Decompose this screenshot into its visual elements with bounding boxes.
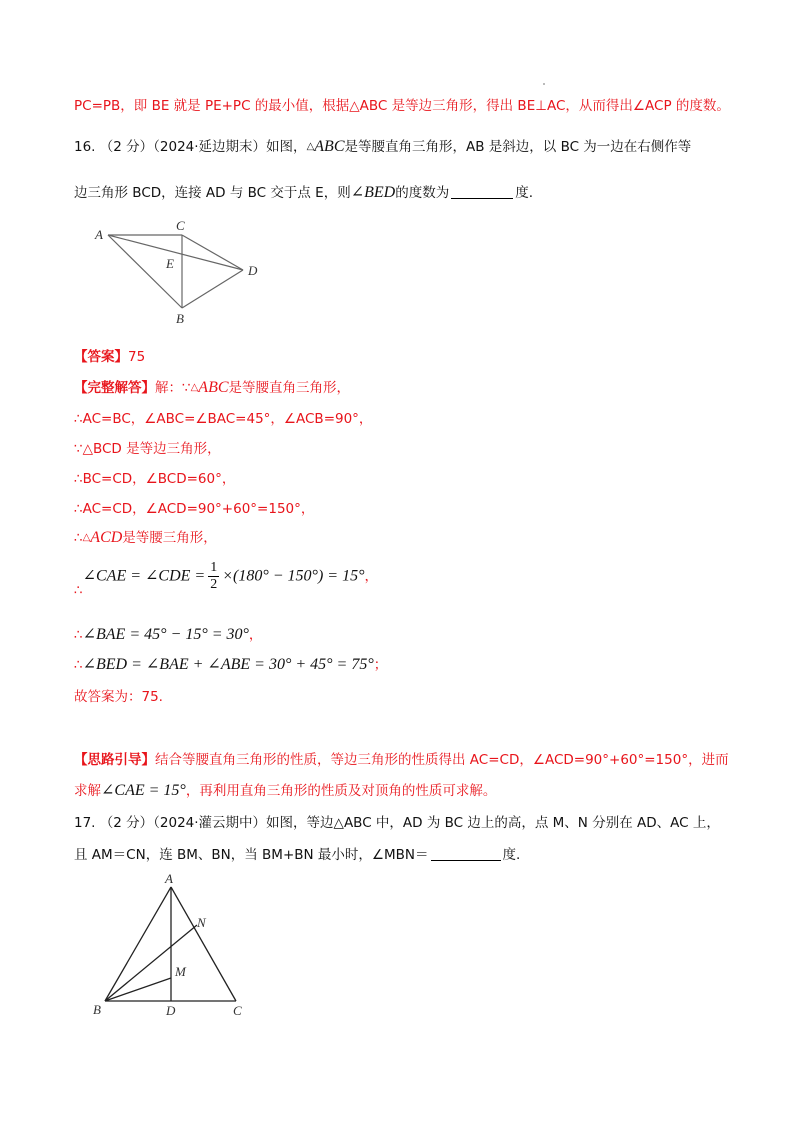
segment-bm (105, 978, 171, 1001)
solution-line2: ∴AC=BC，∠ABC=∠BAC=45°，∠ACB=90°， (74, 411, 373, 427)
solution-line7: ∴∠CAE = ∠CDE = $\frac{1}{2}$ ×(180° − 150°) = 15°， (74, 560, 378, 599)
answer-line (74, 347, 145, 367)
hint-line2: 求解∠CAE = 15°，再利用直角三角形的性质及对顶角的性质可求解。 (74, 782, 497, 799)
q16-answer-blank (451, 184, 513, 199)
q17-answer-blank (431, 846, 501, 861)
q16-line2: 边三角形 BCD，连接 AD 与 BC 交于点 E，则∠BED的度数为 度. (74, 184, 534, 201)
solution-line4: ∴BC=CD，∠BCD=60°， (74, 471, 236, 487)
label-e: E (166, 256, 174, 271)
label-d: D (248, 263, 258, 278)
q17-line2: 且 AM＝CN，连 BM、BN，当 BM+BN 最小时，∠MBN＝ 度. (74, 847, 521, 863)
solution-line6: ∴△ACD是等腰三角形， (74, 529, 217, 546)
segment-ab (108, 235, 182, 308)
solution-line10: 故答案为：75. (74, 689, 163, 705)
q16-number: 16. (74, 139, 96, 155)
label-n: N (197, 915, 206, 930)
label-c: C (233, 1003, 242, 1018)
segment-bn (105, 925, 197, 1001)
q17-line1: 17. （2 分）（2024·灌云期中）如图，等边△ABC 中，AD 为 BC 边上的高，点 M、N 分别在 AD、AC 上， (74, 815, 720, 831)
solution-tag: 【完整解答】 (74, 380, 155, 396)
label-b: B (93, 1002, 101, 1017)
stray-dot (543, 83, 545, 85)
segment-ab (105, 887, 171, 1001)
q17-number: 17. (74, 815, 96, 831)
solution-line8: ∴∠BAE = 45° − 15° = 30°， (74, 626, 263, 643)
answer-value: 75 (128, 349, 146, 365)
q16-triangle: △ABC (306, 138, 345, 155)
hint-line1: 【思路引导】结合等腰直角三角形的性质，等边三角形的性质得出 AC=CD，∠ACD=90°+60°=150°，进而 (74, 752, 729, 768)
label-c: C (176, 218, 185, 233)
q16-meta: （2 分）（2024·延边期末）如图， (99, 139, 307, 155)
segment-bd (182, 270, 243, 308)
segment-cd (182, 235, 243, 270)
q16-line1 (74, 137, 691, 157)
previous-explanation-line: PC=PB，即 BE 就是 PE+PC 的最小值，根据△ABC 是等边三角形，得出 BE⊥AC，从而得出∠ACP 的度数。 (74, 98, 730, 114)
solution-line3: ∵△BCD 是等边三角形， (74, 441, 221, 457)
segment-ac (171, 887, 236, 1001)
label-b: B (176, 311, 184, 325)
label-d: D (166, 1003, 176, 1018)
q16-angle-bed: ∠BED (350, 184, 396, 201)
q16-text: 是等腰直角三角形，AB 是斜边，以 BC 为一边在右侧作等 (344, 139, 692, 155)
q16-figure (90, 215, 290, 325)
segment-ad (108, 235, 243, 270)
label-m: M (175, 964, 186, 979)
hint-tag: 【思路引导】 (74, 752, 155, 768)
solution-line5: ∴AC=CD，∠ACD=90°+60°=150°， (74, 501, 315, 517)
solution-line9: ∴∠BED = ∠BAE + ∠ABE = 30° + 45° = 75°； (74, 656, 388, 673)
q17-figure (90, 870, 260, 1020)
label-a: A (95, 227, 103, 242)
answer-tag: 【答案】 (74, 349, 128, 365)
label-a: A (165, 871, 173, 886)
solution-line1: 【完整解答】解：∵△ABC是等腰直角三角形， (74, 379, 351, 396)
